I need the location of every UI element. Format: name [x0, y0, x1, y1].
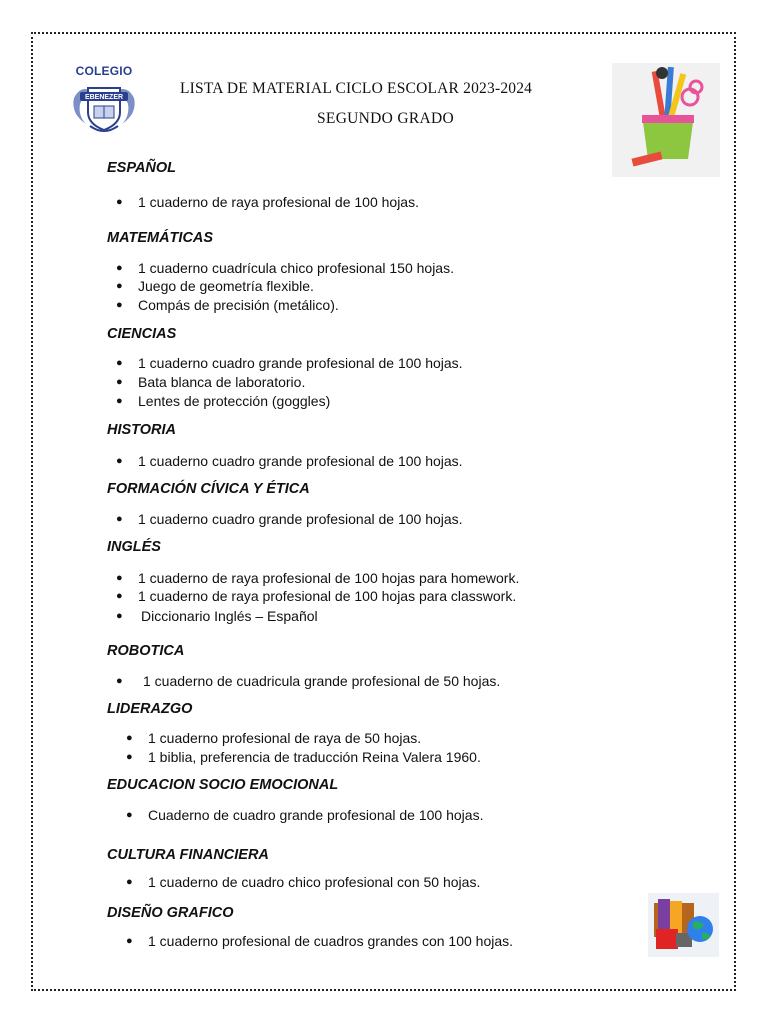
list-item: Juego de geometría flexible.: [138, 278, 314, 294]
list-item: 1 cuaderno cuadrícula chico profesional 150 hojas.: [138, 260, 454, 276]
page-title: LISTA DE MATERIAL CICLO ESCOLAR 2023-2024: [180, 80, 533, 97]
bullet-icon: ●: [116, 675, 123, 687]
list-item: 1 cuaderno de cuadro chico profesional con 50 hojas.: [148, 874, 481, 890]
section-heading: HISTORIA: [107, 422, 177, 438]
list-item: 1 cuaderno cuadro grande profesional de 100 hojas.: [138, 453, 463, 469]
logo-text: COLEGIO: [75, 64, 133, 78]
bullet-icon: ●: [126, 751, 133, 763]
list-item: 1 cuaderno cuadro grande profesional de 100 hojas.: [138, 511, 463, 527]
list-item: Diccionario Inglés – Español: [141, 608, 318, 624]
section-heading: CULTURA FINANCIERA: [107, 847, 269, 863]
school-logo: [68, 64, 140, 138]
page-subtitle: SEGUNDO GRADO: [317, 110, 454, 127]
list-item: 1 cuaderno profesional de raya de 50 hojas.: [148, 730, 422, 746]
section-heading: CIENCIAS: [107, 326, 177, 342]
section-heading: INGLÉS: [107, 539, 161, 555]
list-item: 1 cuaderno cuadro grande profesional de 100 hojas.: [138, 355, 463, 371]
section-heading: FORMACIÓN CÍVICA Y ÉTICA: [107, 481, 310, 497]
list-item: 1 cuaderno profesional de cuadros grandes con 100 hojas.: [148, 933, 514, 949]
bullet-icon: ●: [116, 610, 123, 622]
bullet-icon: ●: [116, 455, 123, 467]
bullet-icon: ●: [126, 935, 133, 947]
list-item: Lentes de protección (goggles): [138, 393, 331, 409]
bullet-icon: ●: [126, 809, 133, 821]
section-heading: LIDERAZGO: [107, 701, 193, 717]
pencil-cup-icon: [612, 63, 720, 177]
bullet-icon: ●: [116, 513, 123, 525]
bullet-icon: ●: [116, 395, 123, 407]
bullet-icon: ●: [126, 732, 133, 744]
section-heading: DISEÑO GRAFICO: [107, 905, 234, 921]
bullet-icon: ●: [116, 280, 123, 292]
section-heading: ROBOTICA: [107, 643, 185, 659]
books-globe-icon: [648, 893, 719, 957]
bullet-icon: ●: [126, 876, 133, 888]
bullet-icon: ●: [116, 357, 123, 369]
list-item: Bata blanca de laboratorio.: [138, 374, 306, 390]
list-item: 1 cuaderno de cuadricula grande profesional de 50 hojas.: [143, 673, 501, 689]
bullet-icon: ●: [116, 376, 123, 388]
bullet-icon: ●: [116, 262, 123, 274]
list-item: 1 cuaderno de raya profesional de 100 hojas para homework.: [138, 570, 520, 586]
list-item: 1 cuaderno de raya profesional de 100 hojas para classwork.: [138, 588, 517, 604]
list-item: 1 biblia, preferencia de traducción Reina Valera 1960.: [148, 749, 481, 765]
logo-banner: EBENEZER: [84, 94, 124, 101]
bullet-icon: ●: [116, 572, 123, 584]
list-item: 1 cuaderno de raya profesional de 100 hojas.: [138, 194, 419, 210]
school-crest-icon: [70, 78, 138, 138]
section-heading: ESPAÑOL: [107, 160, 177, 176]
list-item: Cuaderno de cuadro grande profesional de 100 hojas.: [148, 807, 484, 823]
section-heading: MATEMÁTICAS: [107, 230, 214, 246]
section-heading: EDUCACION SOCIO EMOCIONAL: [107, 777, 339, 793]
bullet-icon: ●: [116, 196, 123, 208]
bullet-icon: ●: [116, 590, 123, 602]
bullet-icon: ●: [116, 299, 123, 311]
list-item: Compás de precisión (metálico).: [138, 297, 339, 313]
